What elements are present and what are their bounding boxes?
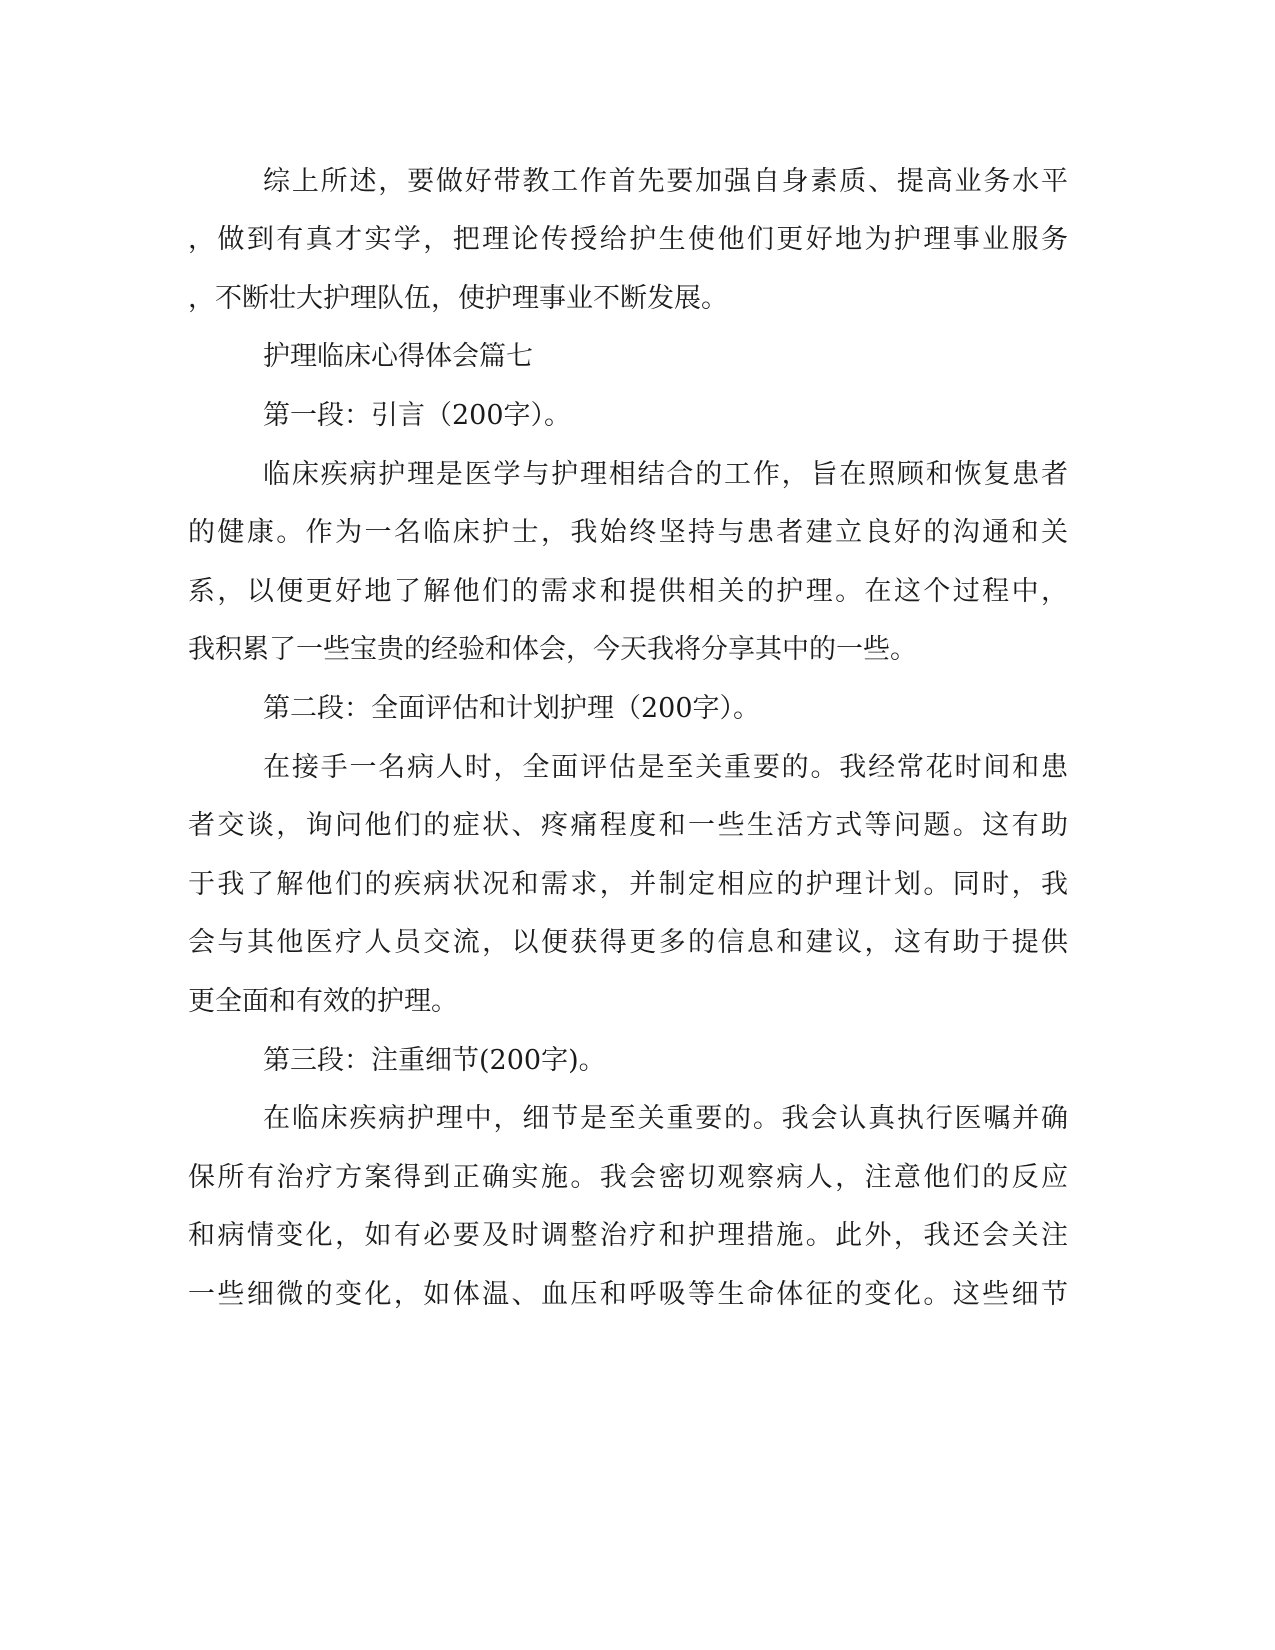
paragraph-details-line-2: 保所有治疗方案得到正确实施。我会密切观察病人，注意他们的反应 (188, 1162, 1068, 1193)
paragraph-assessment-line-1: 在接手一名病人时，全面评估是至关重要的。我经常花时间和患 (263, 752, 1068, 783)
paragraph-assessment-line-2: 者交谈，询问他们的症状、疼痛程度和一些生活方式等问题。这有助 (188, 810, 1068, 841)
paragraph-intro-line-1: 临床疾病护理是医学与护理相结合的工作，旨在照顾和恢复患者 (263, 459, 1068, 490)
paragraph-details-line-4: 一些细微的变化，如体温、血压和呼吸等生命体征的变化。这些细节 (188, 1279, 1068, 1310)
paragraph-details-line-3: 和病情变化，如有必要及时调整治疗和护理措施。此外，我还会关注 (188, 1220, 1068, 1251)
paragraph-assessment-line-4: 会与其他医疗人员交流，以便获得更多的信息和建议，这有助于提供 (188, 927, 1068, 958)
subheading-intro: 第一段：引言（200字）。 (263, 400, 572, 431)
paragraph-assessment-line-5: 更全面和有效的护理。 (188, 986, 458, 1017)
paragraph-summary-line-1: 综上所述，要做好带教工作首先要加强自身素质、提高业务水平 (263, 166, 1068, 197)
paragraph-summary-line-3: ，不断壮大护理队伍，使护理事业不断发展。 (188, 283, 728, 314)
subheading-details: 第三段：注重细节(200字)。 (263, 1045, 606, 1076)
paragraph-intro-line-4: 我积累了一些宝贵的经验和体会，今天我将分享其中的一些。 (188, 634, 917, 665)
section-heading: 护理临床心得体会篇七 (263, 341, 533, 372)
subheading-assessment: 第二段：全面评估和计划护理（200字）。 (263, 693, 761, 724)
paragraph-assessment-line-3: 于我了解他们的疾病状况和需求，并制定相应的护理计划。同时，我 (188, 869, 1068, 900)
paragraph-intro-line-3: 系，以便更好地了解他们的需求和提供相关的护理。在这个过程中， (188, 576, 1068, 607)
paragraph-intro-line-2: 的健康。作为一名临床护士，我始终坚持与患者建立良好的沟通和关 (188, 517, 1068, 548)
paragraph-details-line-1: 在临床疾病护理中，细节是至关重要的。我会认真执行医嘱并确 (263, 1103, 1068, 1134)
paragraph-summary-line-2: ，做到有真才实学，把理论传授给护生使他们更好地为护理事业服务 (188, 224, 1068, 255)
